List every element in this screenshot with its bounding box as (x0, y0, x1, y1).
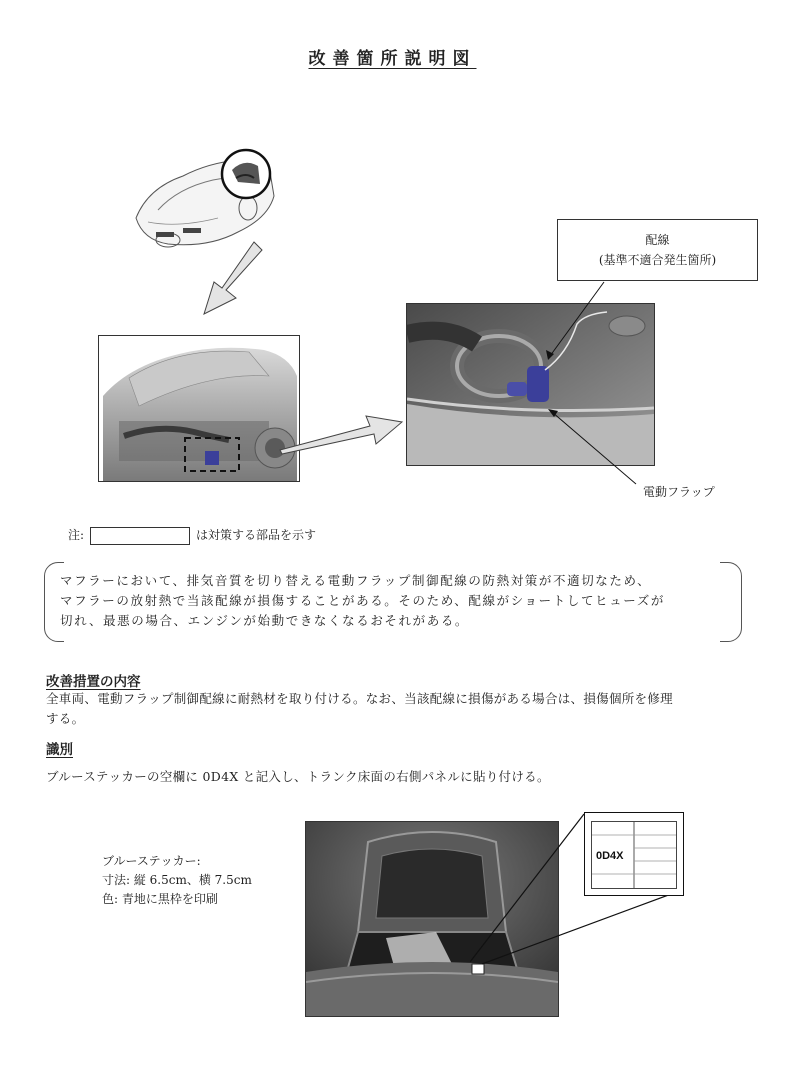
page-title: 改善箇所説明図 (308, 49, 477, 69)
arrow-zoom-2 (278, 400, 406, 456)
blue-sticker-illustration (584, 812, 684, 896)
remedy-text (46, 689, 746, 729)
leader-lines (540, 280, 640, 490)
legend-box (90, 527, 190, 545)
sticker-spec-color: 色: 青地に黒枠を印刷 (102, 892, 218, 906)
identification-text: ブルーステッカーの空欄に 0D4X と記入し、トランク床面の右側パネルに貼り付ける。 (46, 769, 550, 784)
legend-suffix: は対策する部品を示す (196, 528, 317, 542)
sticker-spec-title: ブルーステッカー: (102, 854, 201, 868)
description-mask-bottom (64, 638, 720, 642)
description-mask-top (64, 560, 720, 564)
sticker-spec (102, 852, 252, 909)
remedy-line-1: 全車両、電動フラップ制御配線に耐熱材を取り付ける。なお、当該配線に損傷がある場合は、損傷個所を修理 (46, 691, 673, 706)
identification-heading: 識別 (46, 742, 73, 758)
wiring-callout-subtitle: (基準不適合発生箇所) (598, 253, 717, 267)
legend-prefix: 注: (68, 528, 85, 542)
sticker-spec-size: 寸法: 縦 6.5cm、横 7.5cm (102, 873, 252, 887)
legend (68, 526, 316, 545)
rear-car-photo (98, 335, 300, 482)
description-line-1: マフラーにおいて、排気音質を切り替える電動フラップ制御配線の防熱対策が不適切なため、 (60, 573, 652, 588)
description-line-2: マフラーの放射熱で当該配線が損傷することがある。そのため、配線がショートしてヒューズが (60, 593, 665, 608)
arrow-zoom-1 (196, 238, 266, 320)
remedy-heading: 改善措置の内容 (46, 674, 141, 690)
sticker-grid (591, 821, 677, 889)
description-line-3: 切れ、最悪の場合、エンジンが始動できなくなるおそれがある。 (60, 613, 470, 628)
wiring-callout (557, 219, 758, 281)
sticker-code: 0D4X (596, 850, 624, 862)
remedy-line-2: する。 (46, 711, 85, 726)
wiring-callout-title: 配線 (645, 233, 670, 247)
flap-label: 電動フラップ (643, 485, 715, 499)
description-text (60, 571, 730, 631)
